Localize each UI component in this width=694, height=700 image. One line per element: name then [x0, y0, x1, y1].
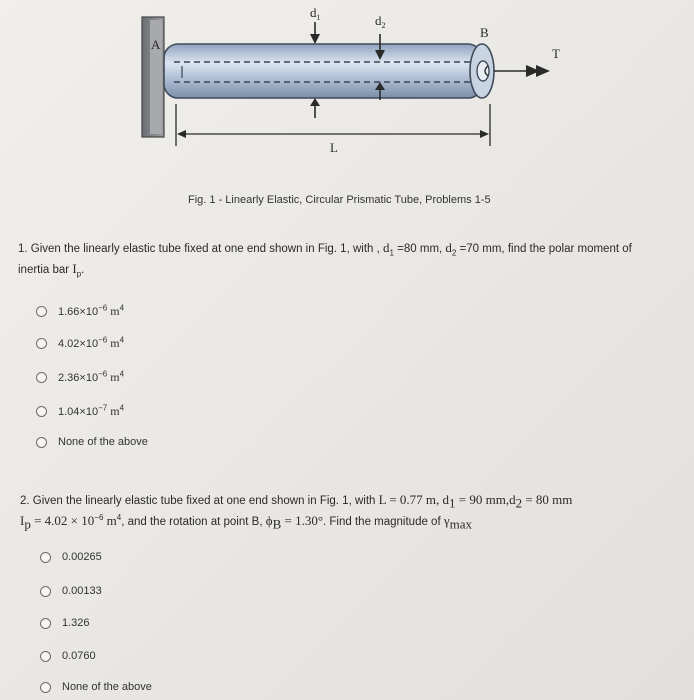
- q1-option-3-mantissa: 2.36×10: [58, 372, 99, 384]
- q2-option-5[interactable]: [40, 681, 152, 693]
- q2-option-3-label: 1.326: [62, 617, 90, 629]
- q1-option-4-unit-exp: 4: [119, 403, 125, 413]
- q2-Ip-sub: p: [24, 516, 31, 532]
- tube-figure: [130, 0, 580, 175]
- q2-option-4-label: 0.0760: [62, 650, 96, 662]
- q1-option-1-unit-exp: 4: [119, 303, 125, 313]
- q1-option-2-exp: −6: [98, 335, 108, 345]
- label-L: L: [330, 140, 338, 155]
- q1-option-1-unit: m: [110, 304, 120, 318]
- radio-button[interactable]: [40, 552, 51, 563]
- torque-arrowhead-2: [536, 65, 550, 77]
- tube-body: [164, 44, 482, 98]
- q1-option-4[interactable]: [36, 404, 124, 419]
- q1-text-a: 1. Given the linearly elastic tube fixed at one end shown in Fig. 1, with ,: [18, 243, 384, 255]
- q1-eq1: =80 mm,: [393, 243, 446, 255]
- question-1: [18, 238, 692, 280]
- q1-option-2-unit: m: [110, 336, 120, 350]
- q1-option-4-mantissa: 1.04×10: [58, 406, 99, 418]
- q1-option-3-unit-exp: 4: [119, 369, 125, 379]
- q1-option-5-label: None of the above: [58, 436, 148, 448]
- label-B: B: [480, 25, 489, 40]
- q2-Ip-eq: = 4.02 × 10: [30, 513, 95, 528]
- q1-d2: d: [445, 240, 452, 255]
- radio-button[interactable]: [40, 618, 51, 629]
- q2-phi: ϕ: [265, 513, 273, 528]
- label-d1-sub: 1: [316, 13, 321, 22]
- tube-end-bore: [477, 61, 489, 81]
- q2-option-3[interactable]: [40, 617, 90, 629]
- q1-option-3[interactable]: [36, 370, 124, 385]
- q1-option-1-mantissa: 1.66×10: [58, 306, 99, 318]
- label-A: A: [151, 37, 161, 52]
- q1-option-2-mantissa: 4.02×10: [58, 338, 99, 350]
- length-arrowhead-left: [177, 130, 186, 138]
- radio-button[interactable]: [40, 586, 51, 597]
- q1-Ip-sub: p: [76, 269, 82, 279]
- q2-Ip-unit-exp: 4: [116, 513, 122, 523]
- q2-Ip-unit: m: [103, 513, 117, 528]
- q2-option-4[interactable]: [40, 650, 96, 662]
- length-arrowhead-right: [480, 130, 489, 138]
- q1-text-end: .: [81, 264, 85, 276]
- label-d1-main: d: [310, 5, 317, 20]
- q1-eq2: =70 mm, find the polar moment of: [456, 243, 632, 255]
- q2-phi-eq: = 1.30°: [281, 513, 324, 528]
- q2-text-b: , and the rotation at point B,: [121, 516, 266, 528]
- question-1-line-1: [18, 238, 692, 259]
- question-2: [20, 490, 690, 532]
- q2-option-5-label: None of the above: [62, 681, 152, 693]
- radio-button[interactable]: [36, 372, 47, 383]
- question-1-line-2: [18, 259, 692, 280]
- q1-option-1-label: [58, 304, 124, 319]
- q2-option-2-label: 0.00133: [62, 585, 102, 597]
- q2-text-c: . Find the magnitude of: [323, 516, 444, 528]
- q1-option-3-exp: −6: [98, 369, 108, 379]
- tube-diagram: [130, 0, 580, 175]
- q2-d1-sub: 1: [449, 495, 456, 511]
- label-T: T: [552, 46, 560, 61]
- q2-d1-eq: = 90 mm,d: [455, 492, 516, 507]
- q2-d2-sub: 2: [515, 495, 523, 511]
- radio-button[interactable]: [36, 338, 47, 349]
- q2-Ip: I: [20, 513, 25, 528]
- label-d2-sub: 2: [381, 21, 386, 30]
- radio-button[interactable]: [40, 651, 51, 662]
- q1-d1: d: [383, 240, 390, 255]
- q1-option-4-exp: −7: [98, 403, 108, 413]
- q1-option-1-exp: −6: [98, 303, 108, 313]
- q2-option-1[interactable]: [40, 551, 102, 563]
- q1-option-4-unit: m: [110, 404, 120, 418]
- label-d2: [375, 13, 386, 30]
- q1-option-4-label: [58, 404, 124, 419]
- q1-d2-sub: 2: [451, 248, 457, 258]
- label-d2-main: d: [375, 13, 382, 28]
- q1-option-2-unit-exp: 4: [119, 335, 125, 345]
- q2-gamma: γ: [443, 513, 450, 528]
- radio-button[interactable]: [36, 406, 47, 417]
- label-d1: [310, 5, 321, 22]
- q2-option-2[interactable]: [40, 585, 102, 597]
- q2-gamma-sub: max: [449, 516, 472, 532]
- radio-button[interactable]: [36, 306, 47, 317]
- q2-d2-eq: = 80 mm: [522, 492, 573, 507]
- q1-Ip: I: [72, 261, 77, 276]
- q1-option-2[interactable]: [36, 336, 124, 351]
- d1-arrow-top-head: [310, 34, 320, 44]
- q2-phi-sub: B: [272, 516, 282, 532]
- d1-arrow-bottom-head: [310, 98, 320, 106]
- question-2-line-1: [20, 490, 690, 511]
- radio-button[interactable]: [40, 682, 51, 693]
- question-2-line-2: [20, 511, 690, 532]
- q1-option-5[interactable]: [36, 436, 148, 448]
- q1-d1-sub: 1: [389, 248, 394, 258]
- q1-option-1[interactable]: [36, 304, 124, 319]
- q2-option-1-label: 0.00265: [62, 551, 102, 563]
- q1-option-3-unit: m: [110, 370, 120, 384]
- q2-L-eq: L = 0.77 m, d: [378, 492, 450, 507]
- q1-text-b: inertia bar: [18, 264, 73, 276]
- q2-text-a: 2. Given the linearly elastic tube fixed at one end shown in Fig. 1, with: [20, 495, 379, 507]
- figure-caption: Fig. 1 - Linearly Elastic, Circular Prismatic Tube, Problems 1-5: [188, 194, 491, 206]
- q1-option-3-label: [58, 370, 124, 385]
- q2-Ip-exp: −6: [94, 513, 104, 523]
- q1-option-2-label: [58, 336, 124, 351]
- radio-button[interactable]: [36, 437, 47, 448]
